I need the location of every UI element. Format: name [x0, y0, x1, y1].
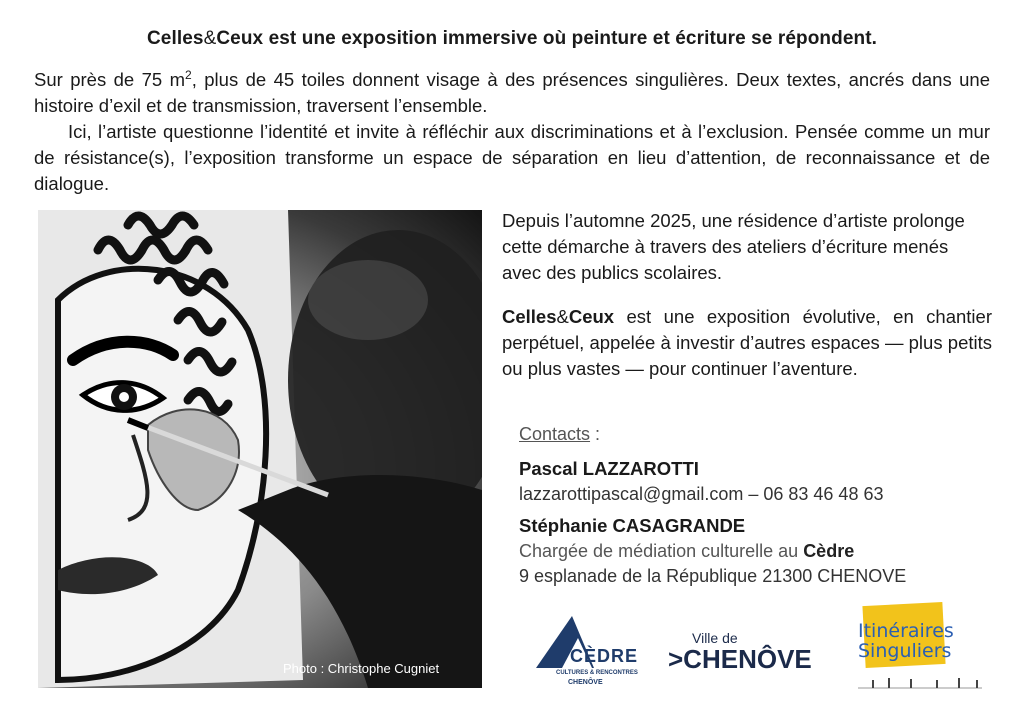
evolutive-text: est une exposition évolutive, en chantier perpétuel, appelée à investir d’autres espaces — plus petits ou plus vastes — pour continuer l’aventure.: [502, 306, 992, 379]
intro-p1-end: , plus de 45 toiles donnent visage à des présences singulières. Deux textes, ancrés dans une histoire d’exil et de transmission, traversent l’ensemble.: [34, 69, 990, 117]
headline: [0, 28, 1024, 50]
artist-painting-photo: [38, 210, 482, 688]
cedre-logo: [532, 608, 644, 690]
evolutive-brand-b: Ceux: [568, 306, 615, 327]
headline-brand-a: Celles: [146, 28, 204, 49]
intro-paragraph-2: Ici, l’artiste questionne l’identité et invite à réfléchir aux discriminations et à l’exclusion. Pensée comme un mur de résistance(s), l’exposition transforme un espace de séparation en lieu d’attention, de reconnaissance et de dialogue.: [34, 121, 990, 195]
residency-text: Depuis l’automne 2025, une résidence d’artiste prolonge cette démarche à travers des ateliers d’écriture menés avec des publics scolaires.: [502, 210, 965, 283]
contacts-label: Contacts: [519, 424, 591, 444]
intro-p1-superscript: 2: [185, 68, 192, 82]
cedre-logo-city: CHENÔVE: [568, 679, 603, 686]
evolutive-ampersand: &: [556, 306, 569, 327]
contact-2-role: [519, 541, 854, 562]
itineraires-line-2: Singuliers: [858, 640, 952, 662]
intro-p1-start: Sur près de 75 m: [34, 69, 186, 91]
contact-1-email-phone[interactable]: lazzarottipascal@gmail.com – 06 83 46 48 63: [519, 484, 884, 504]
evolutive-paragraph: [502, 304, 992, 382]
itineraires-figures-icon: [858, 674, 984, 690]
itineraires-singuliers-logo: [858, 604, 984, 690]
residency-paragraph: [502, 208, 992, 286]
intro-text: [34, 62, 990, 197]
contact-2-address: 9 esplanade de la République 21300 CHENOVE: [519, 566, 907, 586]
cedre-logo-subtitle: CULTURES & RENCONTRES: [556, 670, 638, 676]
headline-brand-b: Ceux: [216, 28, 264, 49]
headline-ampersand: &: [203, 28, 217, 49]
contact-1-name: Pascal LAZZAROTTI: [519, 458, 699, 479]
photo-illustration: [38, 210, 482, 688]
evolutive-brand-a: Celles: [502, 306, 557, 327]
contacts-heading: [519, 424, 600, 445]
contact-2-name: Stéphanie CASAGRANDE: [519, 515, 746, 536]
itineraires-line-1: Itinéraires: [858, 620, 954, 642]
chenove-logo: [668, 630, 828, 676]
headline-text: est une exposition immersive où peinture et écriture se répondent.: [263, 28, 878, 49]
intro-paragraph-1: [34, 62, 990, 119]
photo-credit: Photo : Christophe Cugniet: [283, 661, 440, 676]
cedre-logo-name: CÈDRE: [570, 646, 639, 666]
chenove-logo-small: Ville de: [692, 630, 738, 646]
chenove-logo-name: >CHENÔVE: [668, 644, 812, 674]
contacts-label-suffix: :: [590, 424, 601, 444]
contact-2-role-venue: Cèdre: [803, 541, 855, 561]
contact-2-role-text: Chargée de médiation culturelle au: [519, 541, 804, 561]
